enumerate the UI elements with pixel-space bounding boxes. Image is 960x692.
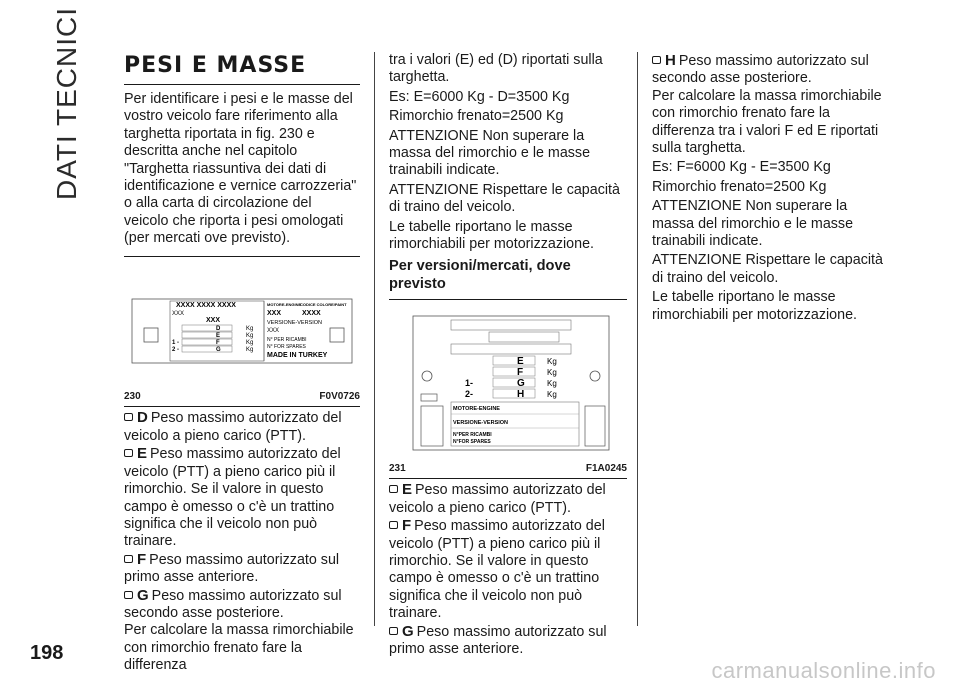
plate-letter: F: [517, 367, 524, 379]
key-box-icon: [389, 521, 398, 529]
plate-letter: D: [216, 325, 221, 332]
plate-unit: Kg: [547, 379, 557, 389]
figure-number: 230: [124, 391, 141, 403]
key-box-icon: [652, 56, 661, 64]
paragraph: ATTENZIONE Non superare la massa del rimorchio e le masse trainabili indicate.: [652, 198, 854, 250]
figure-230: [124, 256, 360, 408]
figure-231: [389, 306, 627, 479]
paragraph: Rimorchio frenato=2500 Kg: [652, 178, 827, 195]
paragraph: ATTENZIONE Rispettare le capacità di traino del veicolo.: [652, 252, 883, 286]
plate-xxx: XXX: [206, 316, 221, 324]
plate-unit: Kg: [547, 357, 557, 367]
paragraph: Le tabelle riportano le masse rimorchiabili per motorizzazione.: [652, 289, 857, 323]
paragraph: Per calcolare la massa rimorchiabile con rimorchio frenato fare la differenza: [124, 622, 354, 674]
plate-codice-label: CODICE COLORE/PAINT: [300, 301, 347, 307]
plate-made-in: MADE IN TURKEY: [267, 351, 328, 359]
paragraph: tra i valori (E) ed (D) riportati sulla targhetta.: [389, 52, 603, 86]
plate-unit: Kg: [246, 346, 254, 353]
column-2: [389, 52, 627, 658]
plate-motore-label: MOTORE-ENGINE: [267, 301, 302, 307]
plate-versione-label: VERSIONE-VERSION: [267, 319, 323, 326]
key-box-icon: [389, 485, 398, 493]
figure-number: 231: [389, 462, 406, 474]
paragraph: Per calcolare la massa rimorchiabile con rimorchio frenato fare la differenza tra i valori F ed E riportati sulla targhetta.: [652, 87, 882, 157]
plate-codice-value: XXXX: [302, 309, 321, 317]
plate-letter: G: [216, 346, 221, 353]
subheading: Per versioni/mercati, dove previsto: [389, 257, 627, 300]
plate-unit: Kg: [246, 332, 254, 339]
plate-spares-label: N°FOR SPARES: [453, 439, 491, 446]
paragraph: Le tabelle riportano le masse rimorchiabili per motorizzazione.: [389, 218, 594, 253]
plate-letter: G: [517, 378, 525, 390]
legend-item-e: E Peso massimo autorizzato del veicolo a pieno carico (PTT).: [389, 481, 606, 516]
paragraph: ATTENZIONE Non superare la massa del rimorchio e le masse trainabili indicate.: [389, 127, 591, 179]
figure-caption: [389, 458, 627, 478]
plate-versione-value: XXX: [267, 327, 280, 334]
plate-motore-value: XXX: [267, 309, 282, 317]
plate-prefix: 1-: [465, 378, 474, 389]
plate-top-text: XXXX XXXX XXXX: [176, 301, 236, 309]
plate-unit: Kg: [547, 368, 557, 378]
key-box-icon: [124, 591, 133, 599]
id-plate-231: [389, 314, 627, 452]
plate-letter: E: [216, 332, 221, 339]
watermark: carmanualsonline.info: [711, 658, 936, 683]
legend-item-e: E Peso massimo autorizzato del veicolo (PTT) a pieno carico più il rimorchio. Se il valore in questo campo è omesso o c'è un trattino significa che il veicolo non può trainare.: [124, 445, 341, 550]
intro-paragraph: Per identificare i pesi e le masse del vostro veicolo fare riferimento alla targhetta riportata in fig. 230 e descritta anche nel capitolo "Targhetta riassuntiva dei dati di identificazione e vernice carrozzeria" o alla carta di circolazione del veicolo che riporta i pesi omologati (per mercati ove previsto).: [124, 91, 357, 247]
key-box-icon: [124, 449, 133, 457]
section-side-title: DATI TECNICI: [51, 7, 82, 200]
plate-unit: Kg: [547, 390, 557, 400]
column-divider: [637, 52, 638, 626]
column-divider: [374, 52, 375, 626]
plate-motore-label: MOTORE-ENGINE: [453, 406, 500, 413]
page-number: 198: [30, 642, 64, 664]
plate-unit: Kg: [246, 325, 254, 332]
legend-item-d: D Peso massimo autorizzato del veicolo a pieno carico (PTT).: [124, 409, 342, 444]
legend-item-g: G Peso massimo autorizzato sul primo asse anteriore.: [389, 622, 607, 657]
legend-item-g: G Peso massimo autorizzato sul secondo asse posteriore.: [124, 586, 342, 621]
paragraph: ATTENZIONE Rispettare le capacità di traino del veicolo.: [389, 181, 620, 216]
plate-prefix: 2 -: [172, 346, 180, 353]
plate-prefix: 1 -: [172, 339, 180, 346]
legend-item-f: F Peso massimo autorizzato del veicolo (PTT) a pieno carico più il rimorchio. Se il valore in questo campo è omesso o c'è un trattino significa che il veicolo non può trainare.: [389, 517, 605, 622]
plate-spares-label: N° FOR SPARES: [267, 343, 306, 350]
plate-ricambi-label: N° PER RICAMBI: [267, 336, 307, 343]
key-box-icon: [389, 627, 398, 635]
paragraph: Es: F=6000 Kg - E=3500 Kg: [652, 159, 831, 176]
section-heading: PESI E MASSE: [124, 54, 360, 85]
plate-letter: F: [216, 339, 220, 346]
plate-unit: Kg: [246, 339, 254, 346]
figure-code: F0V0726: [319, 391, 360, 403]
key-box-icon: [124, 413, 133, 421]
key-box-icon: [124, 555, 133, 563]
legend-item-h: H Peso massimo autorizzato sul secondo asse posteriore.: [652, 52, 869, 87]
plate-versione-label: VERSIONE-VERSION: [453, 420, 509, 427]
plate-ricambi-label: N°PER RICAMBI: [453, 432, 492, 439]
legend-item-f: F Peso massimo autorizzato sul primo asse anteriore.: [124, 550, 340, 586]
plate-letter: H: [517, 389, 525, 401]
plate-letter: E: [517, 356, 524, 368]
id-plate-230: [124, 297, 360, 365]
plate-prefix: 2-: [465, 389, 474, 400]
paragraph: Es: E=6000 Kg - D=3500 Kg: [389, 88, 570, 105]
column-1: [124, 52, 360, 677]
column-3: [652, 52, 890, 326]
plate-xxx: XXX: [172, 310, 185, 317]
paragraph: Rimorchio frenato=2500 Kg: [389, 108, 564, 125]
figure-caption: [124, 386, 360, 406]
figure-code: F1A0245: [585, 462, 627, 474]
